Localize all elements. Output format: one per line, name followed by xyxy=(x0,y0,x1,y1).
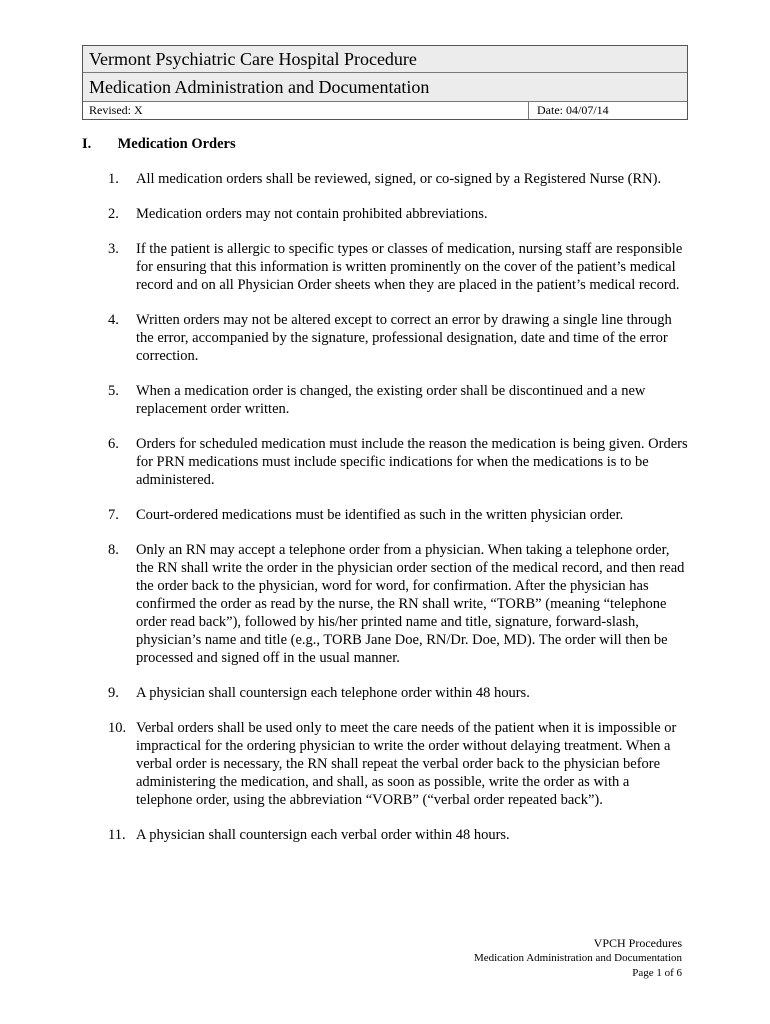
list-item xyxy=(108,170,688,188)
footer-page-number: Page 1 of 6 xyxy=(632,967,682,979)
list-item xyxy=(108,826,688,844)
list-item xyxy=(108,541,688,667)
list-item xyxy=(108,435,688,489)
footer-procedures: VPCH Procedures xyxy=(593,936,682,950)
item-text: Orders for scheduled medication must include the reason the medication is being given. Orders for PRN medications must include specific indications for when the medications is to be administered. xyxy=(136,436,688,488)
item-number: 6. xyxy=(108,436,119,452)
item-number: 5. xyxy=(108,383,119,399)
hospital-procedure-title: Vermont Psychiatric Care Hospital Procedure xyxy=(83,46,687,73)
item-text: Medication orders may not contain prohibited abbreviations. xyxy=(136,206,488,222)
revised-field: Revised: X xyxy=(83,102,529,119)
section-title: Medication Orders xyxy=(117,136,236,152)
item-number: 8. xyxy=(108,542,119,558)
list-item xyxy=(108,311,688,365)
list-item xyxy=(108,205,688,223)
footer-document-title: Medication Administration and Documentation xyxy=(473,952,682,964)
item-text: Written orders may not be altered except to correct an error by drawing a single line through the error, accompanied by the signature, professional designation, date and time of the error correction. xyxy=(136,312,672,364)
item-number: 1. xyxy=(108,171,119,187)
medication-orders-list xyxy=(108,170,688,861)
item-text: Verbal orders shall be used only to meet the care needs of the patient when it is impossible or impractical for the ordering physician to write the order without delaying treatment. When a verbal order is necessary, the RN shall repeat the verbal order back to the physician before administering the medication, and shall, as soon as possible, write the order as with a telephone order, using the abbreviation “VORB” (“verbal order repeated back”). xyxy=(136,720,677,808)
item-text: When a medication order is changed, the existing order shall be discontinued and a new replacement order written. xyxy=(136,383,646,417)
procedure-subject-title: Medication Administration and Documentation xyxy=(83,73,687,102)
item-number: 3. xyxy=(108,241,119,257)
item-number: 10. xyxy=(108,720,127,736)
item-text: Only an RN may accept a telephone order from a physician. When taking a telephone order, the RN shall write the order in the physician order section of the medical record, and then read the order back to the physician, word for word, for confirmation. After the physician has confirmed the order as read by the nurse, the RN shall write, “TORB” (meaning “telephone order read back”), followed by his/her printed name and title, signature, forward-slash, physician’s name and title (e.g., TORB Jane Doe, RN/Dr. Doe, MD). The order will then be processed and signed off in the usual manner. xyxy=(136,542,685,666)
list-item xyxy=(108,382,688,418)
revision-row xyxy=(83,102,687,119)
item-text: A physician shall countersign each telephone order within 48 hours. xyxy=(136,685,530,701)
list-item xyxy=(108,506,688,524)
item-text: If the patient is allergic to specific types or classes of medication, nursing staff are responsible for ensuring that this information is written prominently on the cover of the patient’s medical record and on all Physician Order sheets when they are placed in the patient’s medical record. xyxy=(136,241,683,293)
section-heading xyxy=(82,135,236,153)
procedure-header xyxy=(82,45,688,120)
list-item xyxy=(108,240,688,294)
list-item xyxy=(108,684,688,702)
item-number: 2. xyxy=(108,206,119,222)
item-number: 4. xyxy=(108,312,119,328)
item-text: Court-ordered medications must be identified as such in the written physician order. xyxy=(136,507,624,523)
list-item xyxy=(108,719,688,809)
item-number: 7. xyxy=(108,507,119,523)
page-footer xyxy=(474,936,682,981)
date-field: Date: 04/07/14 xyxy=(537,103,609,117)
item-number: 11. xyxy=(108,827,126,843)
item-text: All medication orders shall be reviewed, signed, or co-signed by a Registered Nurse (RN). xyxy=(136,171,662,187)
section-number: I. xyxy=(82,136,92,152)
item-number: 9. xyxy=(108,685,119,701)
item-text: A physician shall countersign each verbal order within 48 hours. xyxy=(136,827,510,843)
